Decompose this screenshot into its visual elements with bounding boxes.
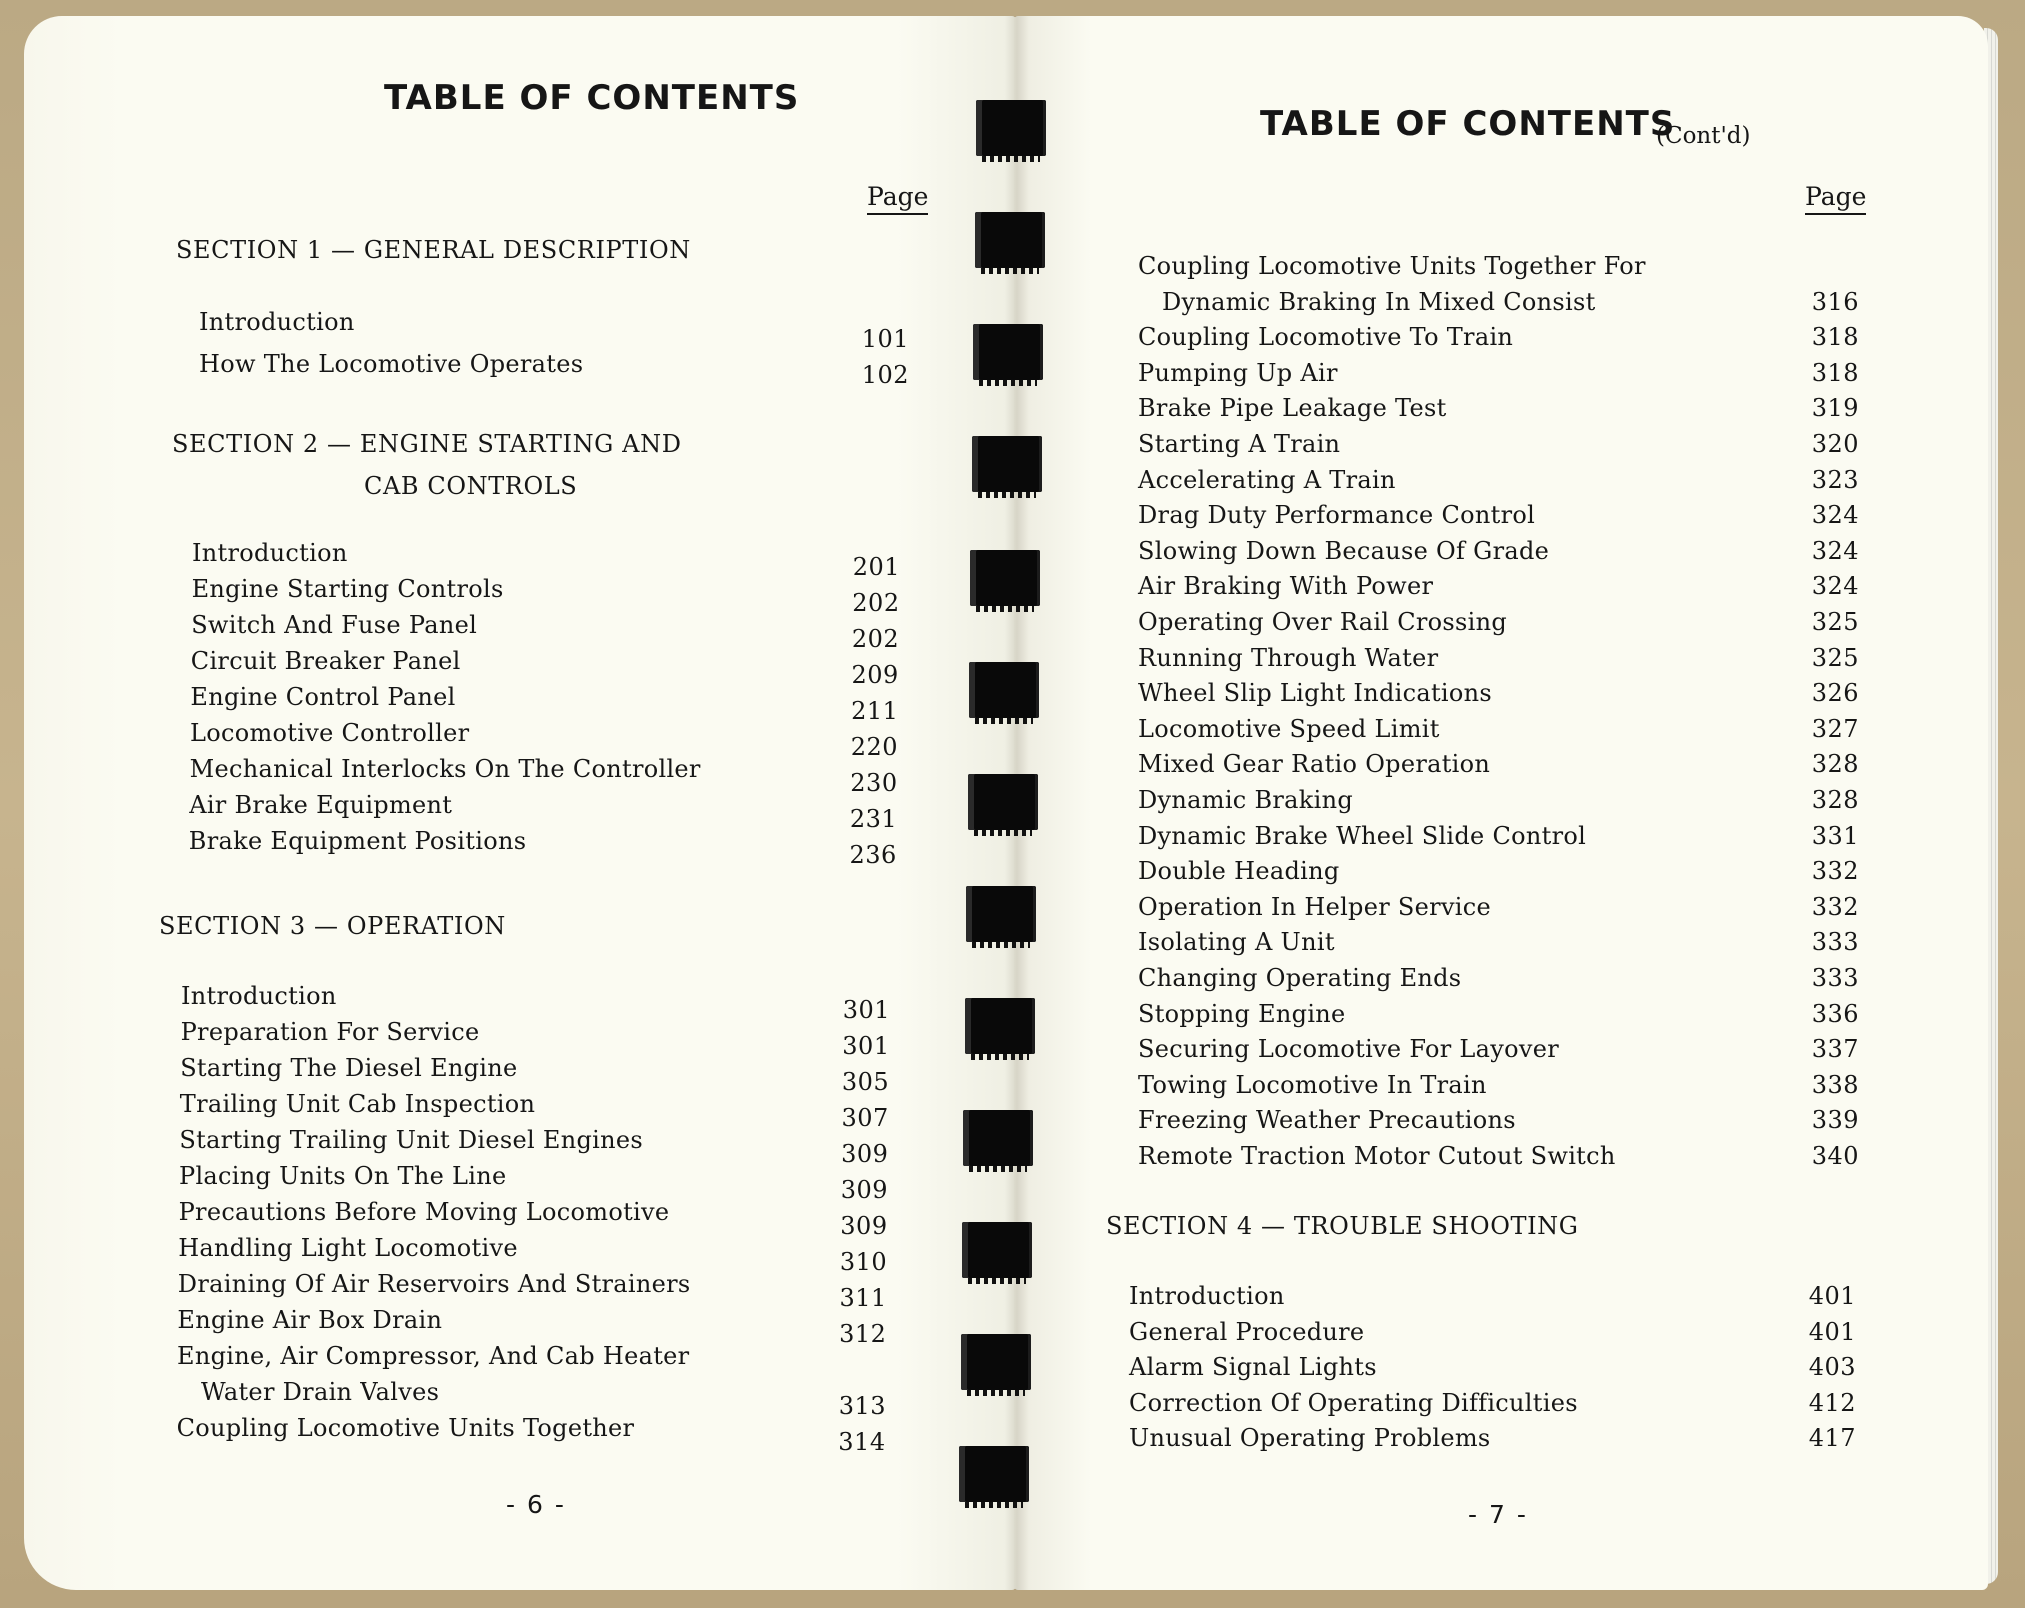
toc-entry[interactable]: Introduction <box>199 308 355 336</box>
toc-entry[interactable]: Starting Trailing Unit Diesel Engines <box>179 1126 643 1154</box>
toc-page-number: 333 <box>1811 928 1859 957</box>
toc-page-number: 325 <box>1811 643 1859 672</box>
toc-entry[interactable]: Dynamic Brake Wheel Slide Control <box>1138 821 1587 850</box>
toc-entry[interactable]: Towing Locomotive In Train <box>1138 1070 1487 1099</box>
toc-entry[interactable]: Mechanical Interlocks On The Controller <box>189 755 701 783</box>
left-page <box>24 16 1016 1590</box>
toc-page-number: 320 <box>1811 430 1859 458</box>
toc-entry[interactable]: Double Heading <box>1138 857 1340 886</box>
spiral-coil <box>963 1110 1033 1166</box>
page-column-label: Page <box>1805 182 1866 215</box>
toc-page-number: 338 <box>1811 1070 1859 1099</box>
toc-entry[interactable]: Air Braking With Power <box>1138 572 1434 601</box>
section-2-heading: SECTION 2 — ENGINE STARTING AND <box>172 430 682 458</box>
toc-page-number: 324 <box>1811 536 1859 565</box>
toc-entry[interactable]: Engine Air Box Drain <box>177 1306 443 1334</box>
spiral-coil <box>972 436 1042 492</box>
toc-entry[interactable]: Wheel Slip Light Indications <box>1138 679 1492 708</box>
toc-entry[interactable]: Trailing Unit Cab Inspection <box>179 1090 536 1118</box>
toc-page-number: 417 <box>1808 1424 1856 1453</box>
toc-entry[interactable]: Unusual Operating Problems <box>1129 1424 1491 1453</box>
toc-entry[interactable]: How The Locomotive Operates <box>199 350 584 378</box>
toc-page-number: 310 <box>839 1248 888 1276</box>
spiral-coil <box>969 662 1039 718</box>
toc-entry[interactable]: Starting The Diesel Engine <box>180 1054 518 1082</box>
toc-page-number: 312 <box>839 1320 887 1348</box>
toc-entry[interactable]: Operation In Helper Service <box>1138 892 1492 921</box>
toc-page-number: 301 <box>842 1032 890 1060</box>
toc-entry[interactable]: Freezing Weather Precautions <box>1138 1106 1516 1135</box>
toc-entry[interactable]: Drag Duty Performance Control <box>1138 501 1536 530</box>
toc-page-number: 316 <box>1811 287 1859 316</box>
toc-page-number: 230 <box>850 769 898 797</box>
toc-page-number: 325 <box>1811 608 1859 636</box>
toc-entry[interactable]: Draining Of Air Reservoirs And Strainers <box>177 1270 691 1298</box>
toc-page-number: 340 <box>1811 1142 1859 1170</box>
toc-entry[interactable]: Introduction <box>192 539 348 567</box>
toc-entry[interactable]: Circuit Breaker Panel <box>190 647 461 675</box>
toc-page-number: 101 <box>861 325 909 353</box>
toc-entry[interactable]: Engine Starting Controls <box>191 575 504 603</box>
toc-page-number: 309 <box>840 1212 888 1240</box>
toc-entry[interactable]: Placing Units On The Line <box>179 1162 507 1190</box>
toc-page-number: 332 <box>1811 857 1859 886</box>
toc-page-number: 307 <box>841 1104 889 1132</box>
toc-page-number: 318 <box>1811 323 1859 352</box>
toc-page-number: 211 <box>851 697 899 725</box>
toc-page-number: 231 <box>849 805 898 833</box>
toc-entry-continued[interactable]: Water Drain Valves <box>201 1378 440 1406</box>
toc-entry[interactable]: Mixed Gear Ratio Operation <box>1138 750 1491 779</box>
toc-entry[interactable]: Coupling Locomotive Units Together For <box>1138 252 1646 280</box>
toc-page-number: 327 <box>1811 714 1859 743</box>
toc-entry[interactable]: Switch And Fuse Panel <box>191 611 478 639</box>
toc-entry[interactable]: Pumping Up Air <box>1138 358 1338 387</box>
toc-page-number: 311 <box>839 1284 887 1312</box>
toc-page-number: 201 <box>852 553 900 581</box>
toc-entry[interactable]: Correction Of Operating Difficulties <box>1129 1388 1578 1417</box>
toc-page-number: 323 <box>1811 465 1859 494</box>
toc-page-number: 102 <box>861 361 909 389</box>
toc-page-number: 401 <box>1808 1282 1856 1310</box>
toc-entry[interactable]: Operating Over Rail Crossing <box>1138 608 1508 636</box>
toc-entry[interactable]: Introduction <box>181 982 337 1010</box>
toc-page-number: 313 <box>838 1392 886 1420</box>
toc-page-number: 412 <box>1808 1388 1856 1417</box>
toc-entry[interactable]: Brake Equipment Positions <box>188 827 527 855</box>
section-1-heading: SECTION 1 — GENERAL DESCRIPTION <box>176 236 691 264</box>
spiral-coil <box>976 100 1046 156</box>
page-column-label: Page <box>867 182 928 215</box>
toc-page-number: 309 <box>841 1140 889 1168</box>
spiral-coil <box>975 212 1045 268</box>
toc-entry[interactable]: Starting A Train <box>1138 430 1341 458</box>
toc-entry[interactable]: Handling Light Locomotive <box>178 1234 518 1262</box>
toc-page-number: 319 <box>1811 394 1859 423</box>
toc-entry[interactable]: Preparation For Service <box>180 1018 480 1046</box>
spiral-coil <box>973 324 1043 380</box>
toc-page-number: 202 <box>851 625 900 653</box>
toc-entry[interactable]: General Procedure <box>1129 1317 1365 1346</box>
toc-page-number: 324 <box>1811 572 1859 601</box>
toc-entry[interactable]: Locomotive Speed Limit <box>1138 714 1440 743</box>
spiral-coil <box>965 998 1035 1054</box>
toc-entry[interactable]: Brake Pipe Leakage Test <box>1138 394 1447 423</box>
toc-page-number: 318 <box>1811 358 1859 387</box>
toc-entry[interactable]: Securing Locomotive For Layover <box>1138 1035 1560 1064</box>
toc-entry[interactable]: Accelerating A Train <box>1138 465 1396 494</box>
toc-entry[interactable]: Coupling Locomotive To Train <box>1138 323 1514 352</box>
toc-entry[interactable]: Engine Control Panel <box>190 683 456 711</box>
toc-page-number: 209 <box>851 661 899 689</box>
page-title-suffix: (Cont'd) <box>1656 123 1751 149</box>
toc-entry[interactable]: Stopping Engine <box>1138 999 1346 1028</box>
page-number-folio: - 6 - <box>506 1490 566 1519</box>
toc-page-number: 328 <box>1811 786 1859 814</box>
toc-page-number: 333 <box>1811 964 1859 992</box>
section-3-heading: SECTION 3 — OPERATION <box>159 912 506 940</box>
right-page <box>1014 16 1988 1590</box>
page-number-folio: - 7 - <box>1468 1500 1528 1529</box>
toc-page-number: 328 <box>1811 750 1859 779</box>
toc-entry[interactable]: Slowing Down Because Of Grade <box>1138 536 1550 565</box>
spiral-coil <box>966 886 1036 942</box>
toc-page-number: 202 <box>852 589 900 617</box>
toc-page-number: 331 <box>1811 821 1859 850</box>
spiral-coil <box>962 1222 1032 1278</box>
toc-page-number: 401 <box>1808 1317 1856 1346</box>
section-4-heading: SECTION 4 — TROUBLE SHOOTING <box>1106 1212 1579 1240</box>
spiral-coil <box>961 1334 1031 1390</box>
section-2-heading-cont: CAB CONTROLS <box>364 472 578 500</box>
toc-page-number: 305 <box>841 1068 890 1096</box>
spiral-coil <box>970 550 1040 606</box>
toc-entry[interactable]: Locomotive Controller <box>190 719 470 747</box>
toc-entry[interactable]: Dynamic Braking <box>1138 786 1354 814</box>
toc-entry[interactable]: Engine, Air Compressor, And Cab Heater <box>177 1342 690 1370</box>
toc-entry[interactable]: Isolating A Unit <box>1138 928 1335 957</box>
toc-entry[interactable]: Coupling Locomotive Units Together <box>176 1414 635 1442</box>
toc-entry[interactable]: Running Through Water <box>1138 643 1439 672</box>
spiral-coil <box>959 1446 1029 1502</box>
toc-page-number: 337 <box>1811 1035 1859 1064</box>
toc-entry[interactable]: Changing Operating Ends <box>1138 964 1462 992</box>
page-title: TABLE OF CONTENTS <box>384 78 800 118</box>
toc-entry[interactable]: Remote Traction Motor Cutout Switch <box>1138 1142 1616 1170</box>
toc-page-number: 314 <box>838 1428 886 1456</box>
toc-page-number: 332 <box>1811 892 1859 921</box>
toc-entry[interactable]: Precautions Before Moving Locomotive <box>178 1198 670 1226</box>
toc-page-number: 236 <box>849 841 897 869</box>
page-title: TABLE OF CONTENTS <box>1260 104 1676 144</box>
toc-page-number: 339 <box>1811 1106 1859 1135</box>
toc-page-number: 301 <box>842 996 890 1024</box>
toc-entry[interactable]: Introduction <box>1129 1282 1285 1310</box>
toc-entry[interactable]: Alarm Signal Lights <box>1129 1353 1377 1382</box>
toc-entry[interactable]: Air Brake Equipment <box>189 791 453 819</box>
toc-entry-continued[interactable]: Dynamic Braking In Mixed Consist <box>1162 287 1596 316</box>
toc-page-number: 326 <box>1811 679 1859 708</box>
toc-page-number: 336 <box>1811 999 1859 1028</box>
toc-page-number: 403 <box>1808 1353 1856 1382</box>
toc-page-number: 220 <box>850 733 898 761</box>
toc-page-number: 309 <box>840 1176 888 1204</box>
toc-page-number: 324 <box>1811 501 1859 530</box>
spiral-coil <box>968 774 1038 830</box>
